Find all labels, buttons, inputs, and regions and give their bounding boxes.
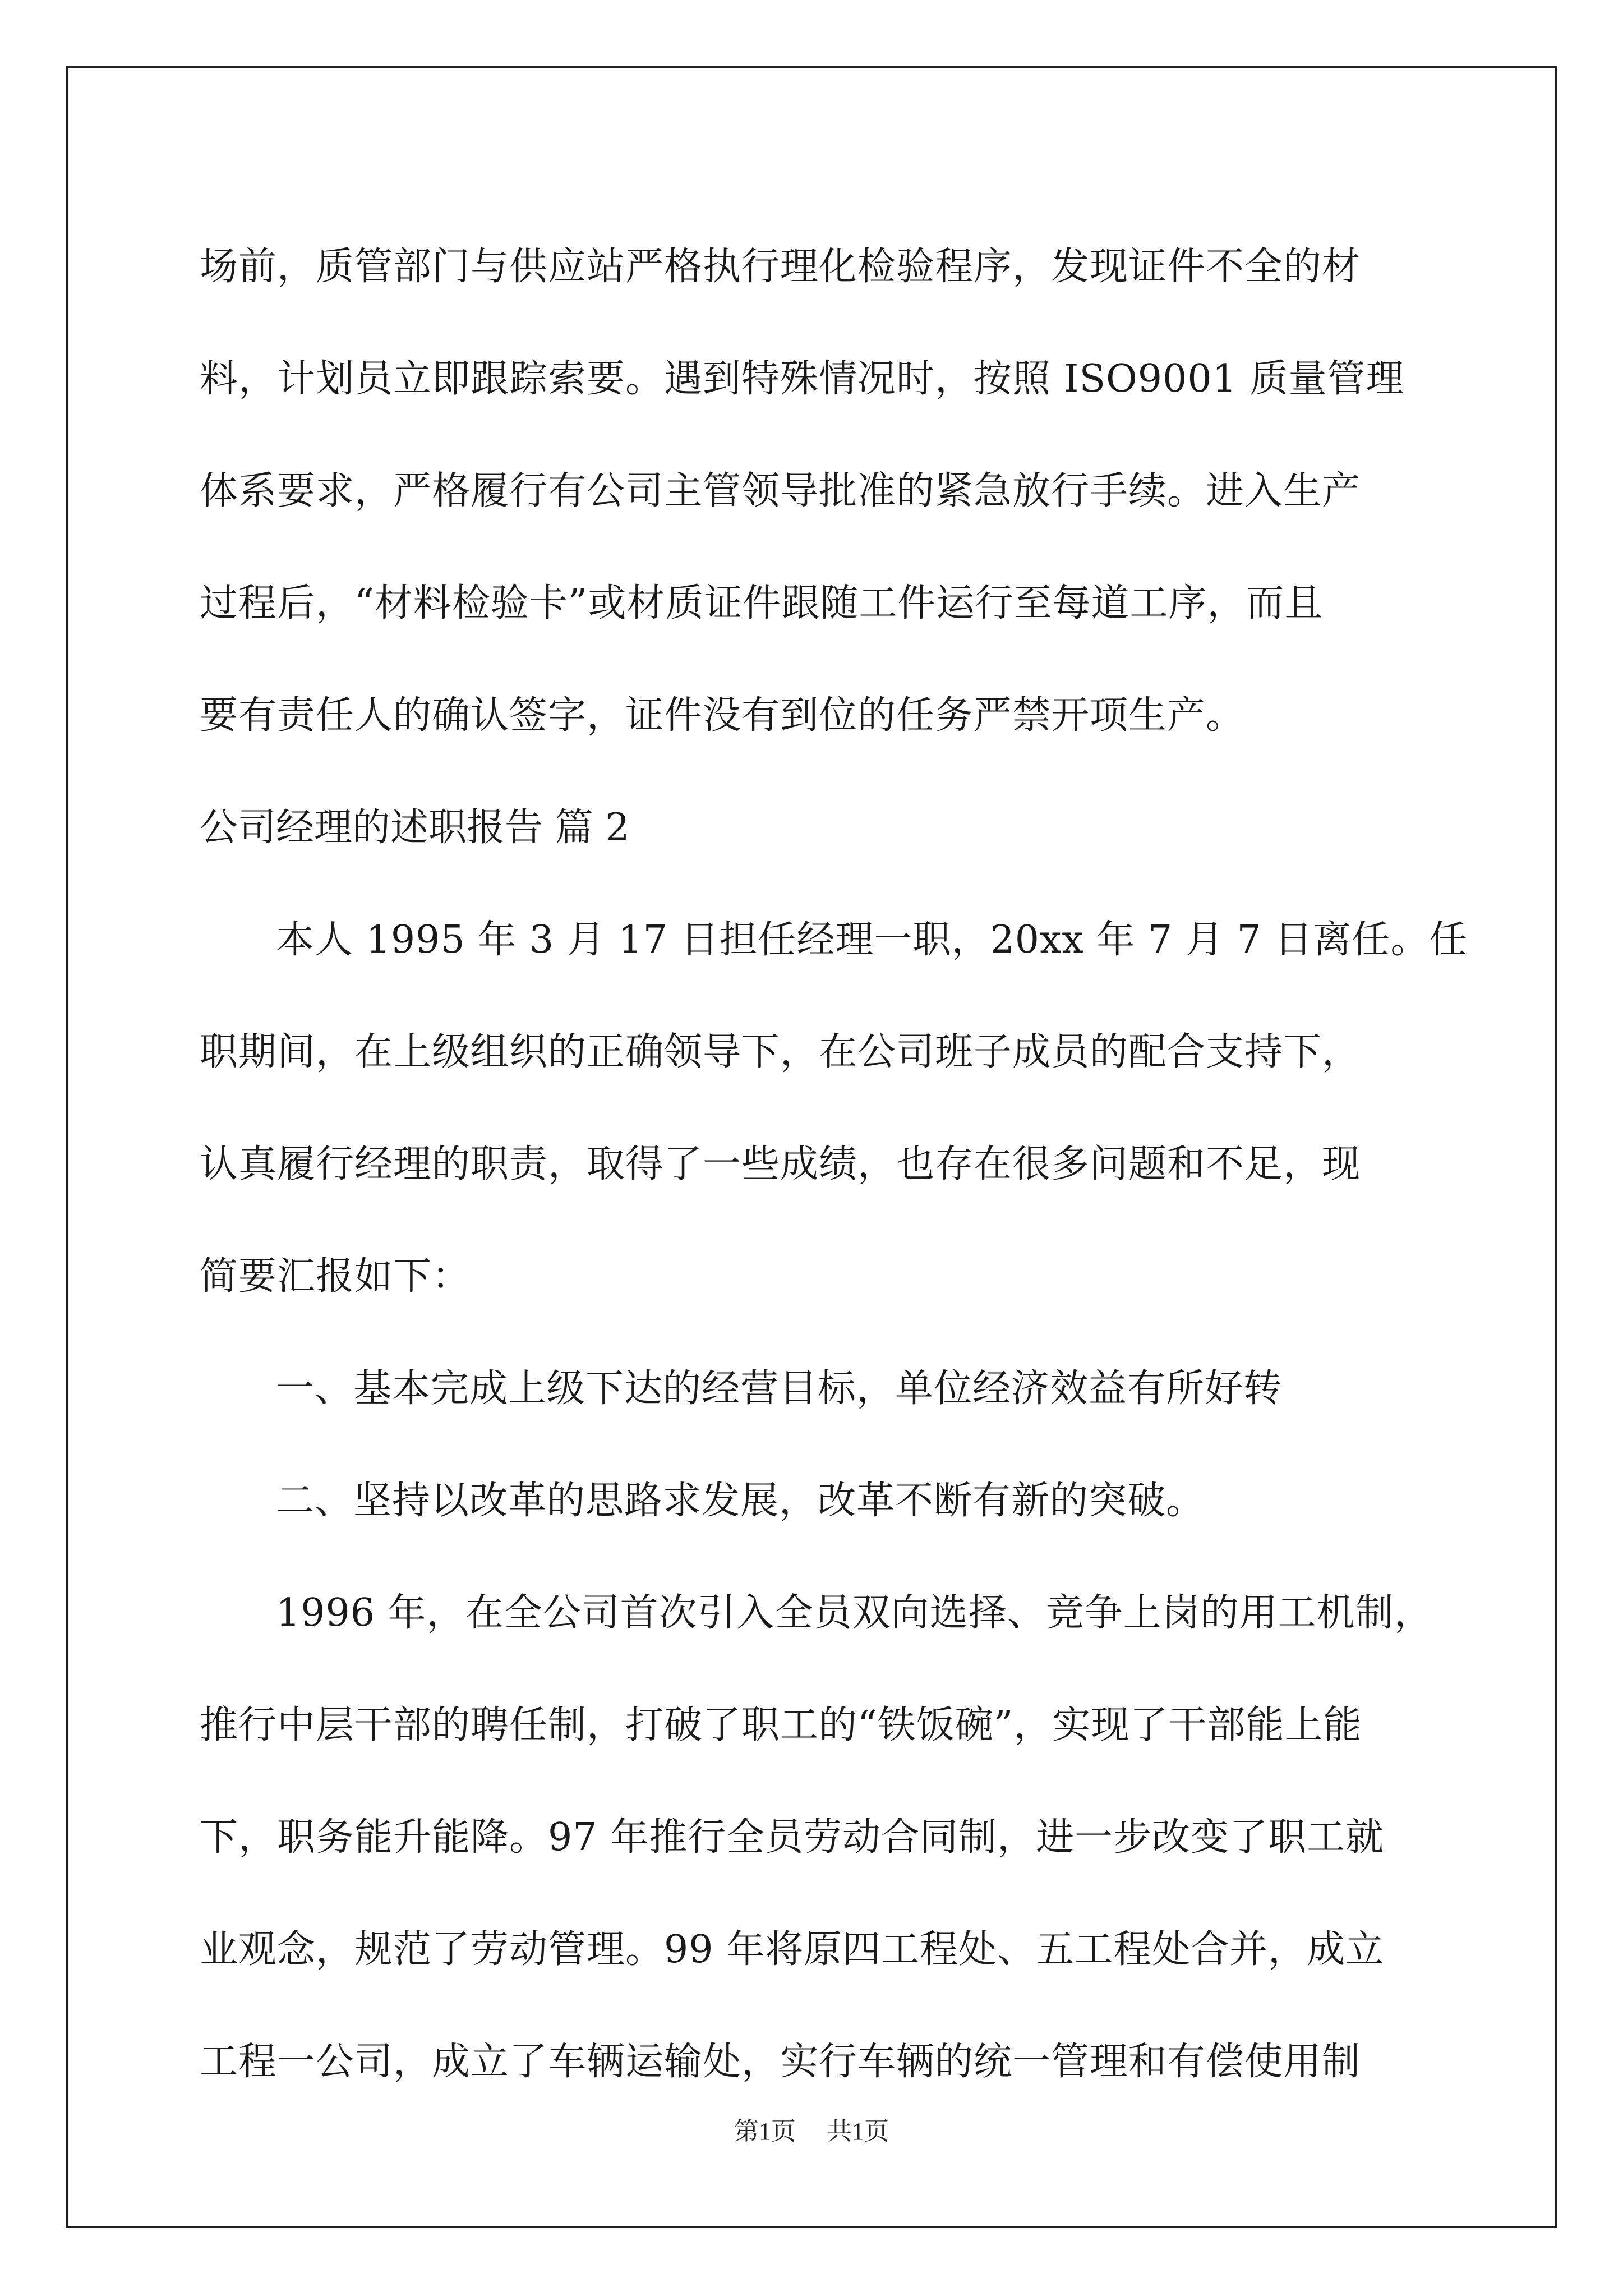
text-line: 职期间，在上级组织的正确领导下，在公司班子成员的配合支持下，: [200, 1030, 1361, 1074]
text-line: 一、基本完成上级下达的经营目标，单位经济效益有所好转: [276, 1366, 1283, 1411]
text-line: 料，计划员立即跟踪索要。遇到特殊情况时，按照 ISO9001 质量管理: [200, 357, 1405, 401]
text-line: 本人 1995 年 3 月 17 日担任经理一职，20xx 年 7 月 7 日离任。任: [276, 918, 1468, 962]
paragraph-continued: [200, 211, 1428, 772]
page-total: 共1页: [827, 2118, 889, 2145]
text-line: 二、坚持以改革的思路求发展，改革不断有新的突破。: [276, 1479, 1205, 1523]
text-line: 体系要求，严格履行有公司主管领导批准的紧急放行手续。进入生产: [200, 469, 1361, 513]
text-line: 推行中层干部的聘任制，打破了职工的“铁饭碗”，实现了干部能上能: [200, 1703, 1362, 1747]
document-body: [200, 211, 1468, 2118]
text-line: 业观念，规范了劳动管理。99 年将原四工程处、五工程处合并，成立: [200, 1927, 1385, 1972]
text-line: 工程一公司，成立了车辆运输处，实行车辆的统一管理和有偿使用制: [200, 2040, 1361, 2084]
page-number: 第1页: [734, 2118, 796, 2145]
page-footer: [0, 2115, 1623, 2148]
text-line: 要有责任人的确认签字，证件没有到位的任务严禁开项生产。: [200, 693, 1245, 738]
paragraph-section-2: [200, 884, 1468, 2118]
text-line: 简要汇报如下：: [200, 1254, 471, 1299]
text-line: 1996 年，在全公司首次引入全员双向选择、竞争上岗的用工机制，: [276, 1591, 1433, 1635]
text-line: 下，职务能升能降。97 年推行全员劳动合同制，进一步改变了职工就: [200, 1815, 1385, 1860]
section-heading: 公司经理的述职报告 篇 2: [200, 806, 630, 850]
text-line: 过程后，“材料检验卡”或材质证件跟随工件运行至每道工序，而且: [200, 581, 1324, 625]
text-line: 认真履行经理的职责，取得了一些成绩，也存在很多问题和不足，现: [200, 1142, 1361, 1186]
text-line: 场前，质管部门与供应站严格执行理化检验程序，发现证件不全的材: [200, 245, 1361, 289]
